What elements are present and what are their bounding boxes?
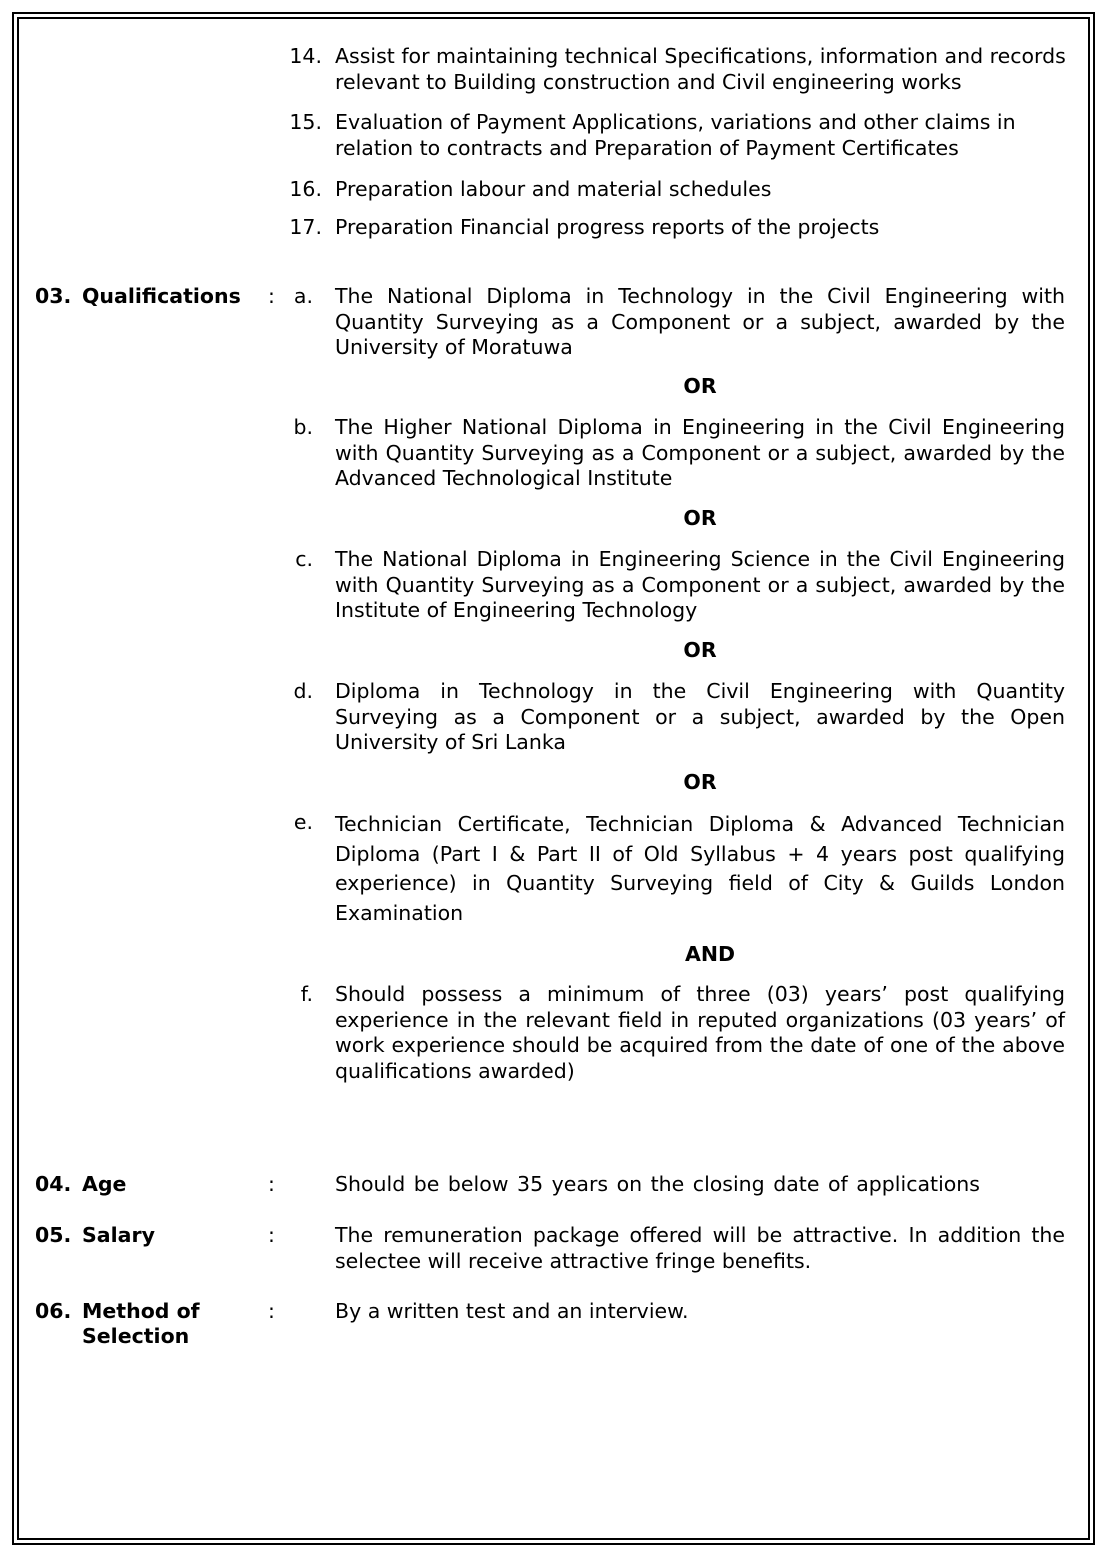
qualification-text: The National Diploma in Engineering Science in the Civil Engineering with Quantity Surveying as a Component or a subject, awarded by the Institute of Engineering Technology <box>335 547 1065 622</box>
qualification-label: b. <box>293 415 313 439</box>
qualification-text: Should possess a minimum of three (03) years’ post qualifying experience in the relevant field in reputed organizations (03 years’ of work experience should be acquired from the date of one of the above qualifications awarded) <box>335 982 1065 1083</box>
duty-number: 14. <box>289 44 322 68</box>
or-separator: OR <box>683 506 717 530</box>
qualification-label: d. <box>293 679 313 703</box>
qualification-label: a. <box>293 284 313 308</box>
duty-text: Preparation labour and material schedules <box>335 177 772 201</box>
colon: : <box>268 1299 275 1323</box>
section-number: 06. <box>35 1299 72 1323</box>
section-title-qualifications: Qualifications <box>82 284 241 308</box>
and-separator: AND <box>684 942 736 966</box>
salary-text: The remuneration package offered will be attractive. In addition the selectee will receive attractive fringe benefits. <box>335 1223 1065 1273</box>
duty-number: 15. <box>289 110 322 134</box>
duty-number: 17. <box>289 215 322 239</box>
age-text: Should be below 35 years on the closing date of applications <box>335 1172 980 1196</box>
section-number: 05. <box>35 1223 72 1247</box>
duty-text: Assist for maintaining technical Specifications, information and records relevant to Building construction and Civil engineering works <box>335 44 1066 94</box>
duty-text: Evaluation of Payment Applications, variations and other claims in relation to contracts and Preparation of Payment Certificates <box>335 110 1016 160</box>
duty-number: 16. <box>289 177 322 201</box>
colon: : <box>268 1172 275 1196</box>
colon: : <box>268 1223 275 1247</box>
qualification-text: Diploma in Technology in the Civil Engineering with Quantity Surveying as a Component or a subject, awarded by the Open University of Sri Lanka <box>335 679 1065 754</box>
qualification-text: The National Diploma in Technology in the Civil Engineering with Quantity Surveying as a Component or a subject, awarded by the University of Moratuwa <box>335 284 1065 359</box>
qualification-label: e. <box>293 810 313 834</box>
section-number: 04. <box>35 1172 72 1196</box>
qualification-text: The Higher National Diploma in Engineering in the Civil Engineering with Quantity Surveying as a Component or a subject, awarded by the Advanced Technological Institute <box>335 415 1065 490</box>
or-separator: OR <box>683 638 717 662</box>
qualification-label: f. <box>300 982 313 1006</box>
section-title-age: Age <box>82 1172 127 1196</box>
or-separator: OR <box>683 770 717 794</box>
qualification-label: c. <box>295 547 313 571</box>
duty-text: Preparation Financial progress reports of the projects <box>335 215 880 239</box>
section-title-method: Method of <box>82 1299 200 1323</box>
section-title-selection: Selection <box>82 1324 190 1348</box>
qualification-text: Technician Certificate, Technician Diploma & Advanced Technician Diploma (Part I & Part II of Old Syllabus + 4 years post qualifying experience) in Quantity Surveying field of City & Guilds London Examination <box>335 812 1065 925</box>
or-separator: OR <box>683 374 717 398</box>
colon: : <box>268 284 275 308</box>
section-title-salary: Salary <box>82 1223 155 1247</box>
selection-text: By a written test and an interview. <box>335 1299 689 1323</box>
section-number: 03. <box>35 284 72 308</box>
